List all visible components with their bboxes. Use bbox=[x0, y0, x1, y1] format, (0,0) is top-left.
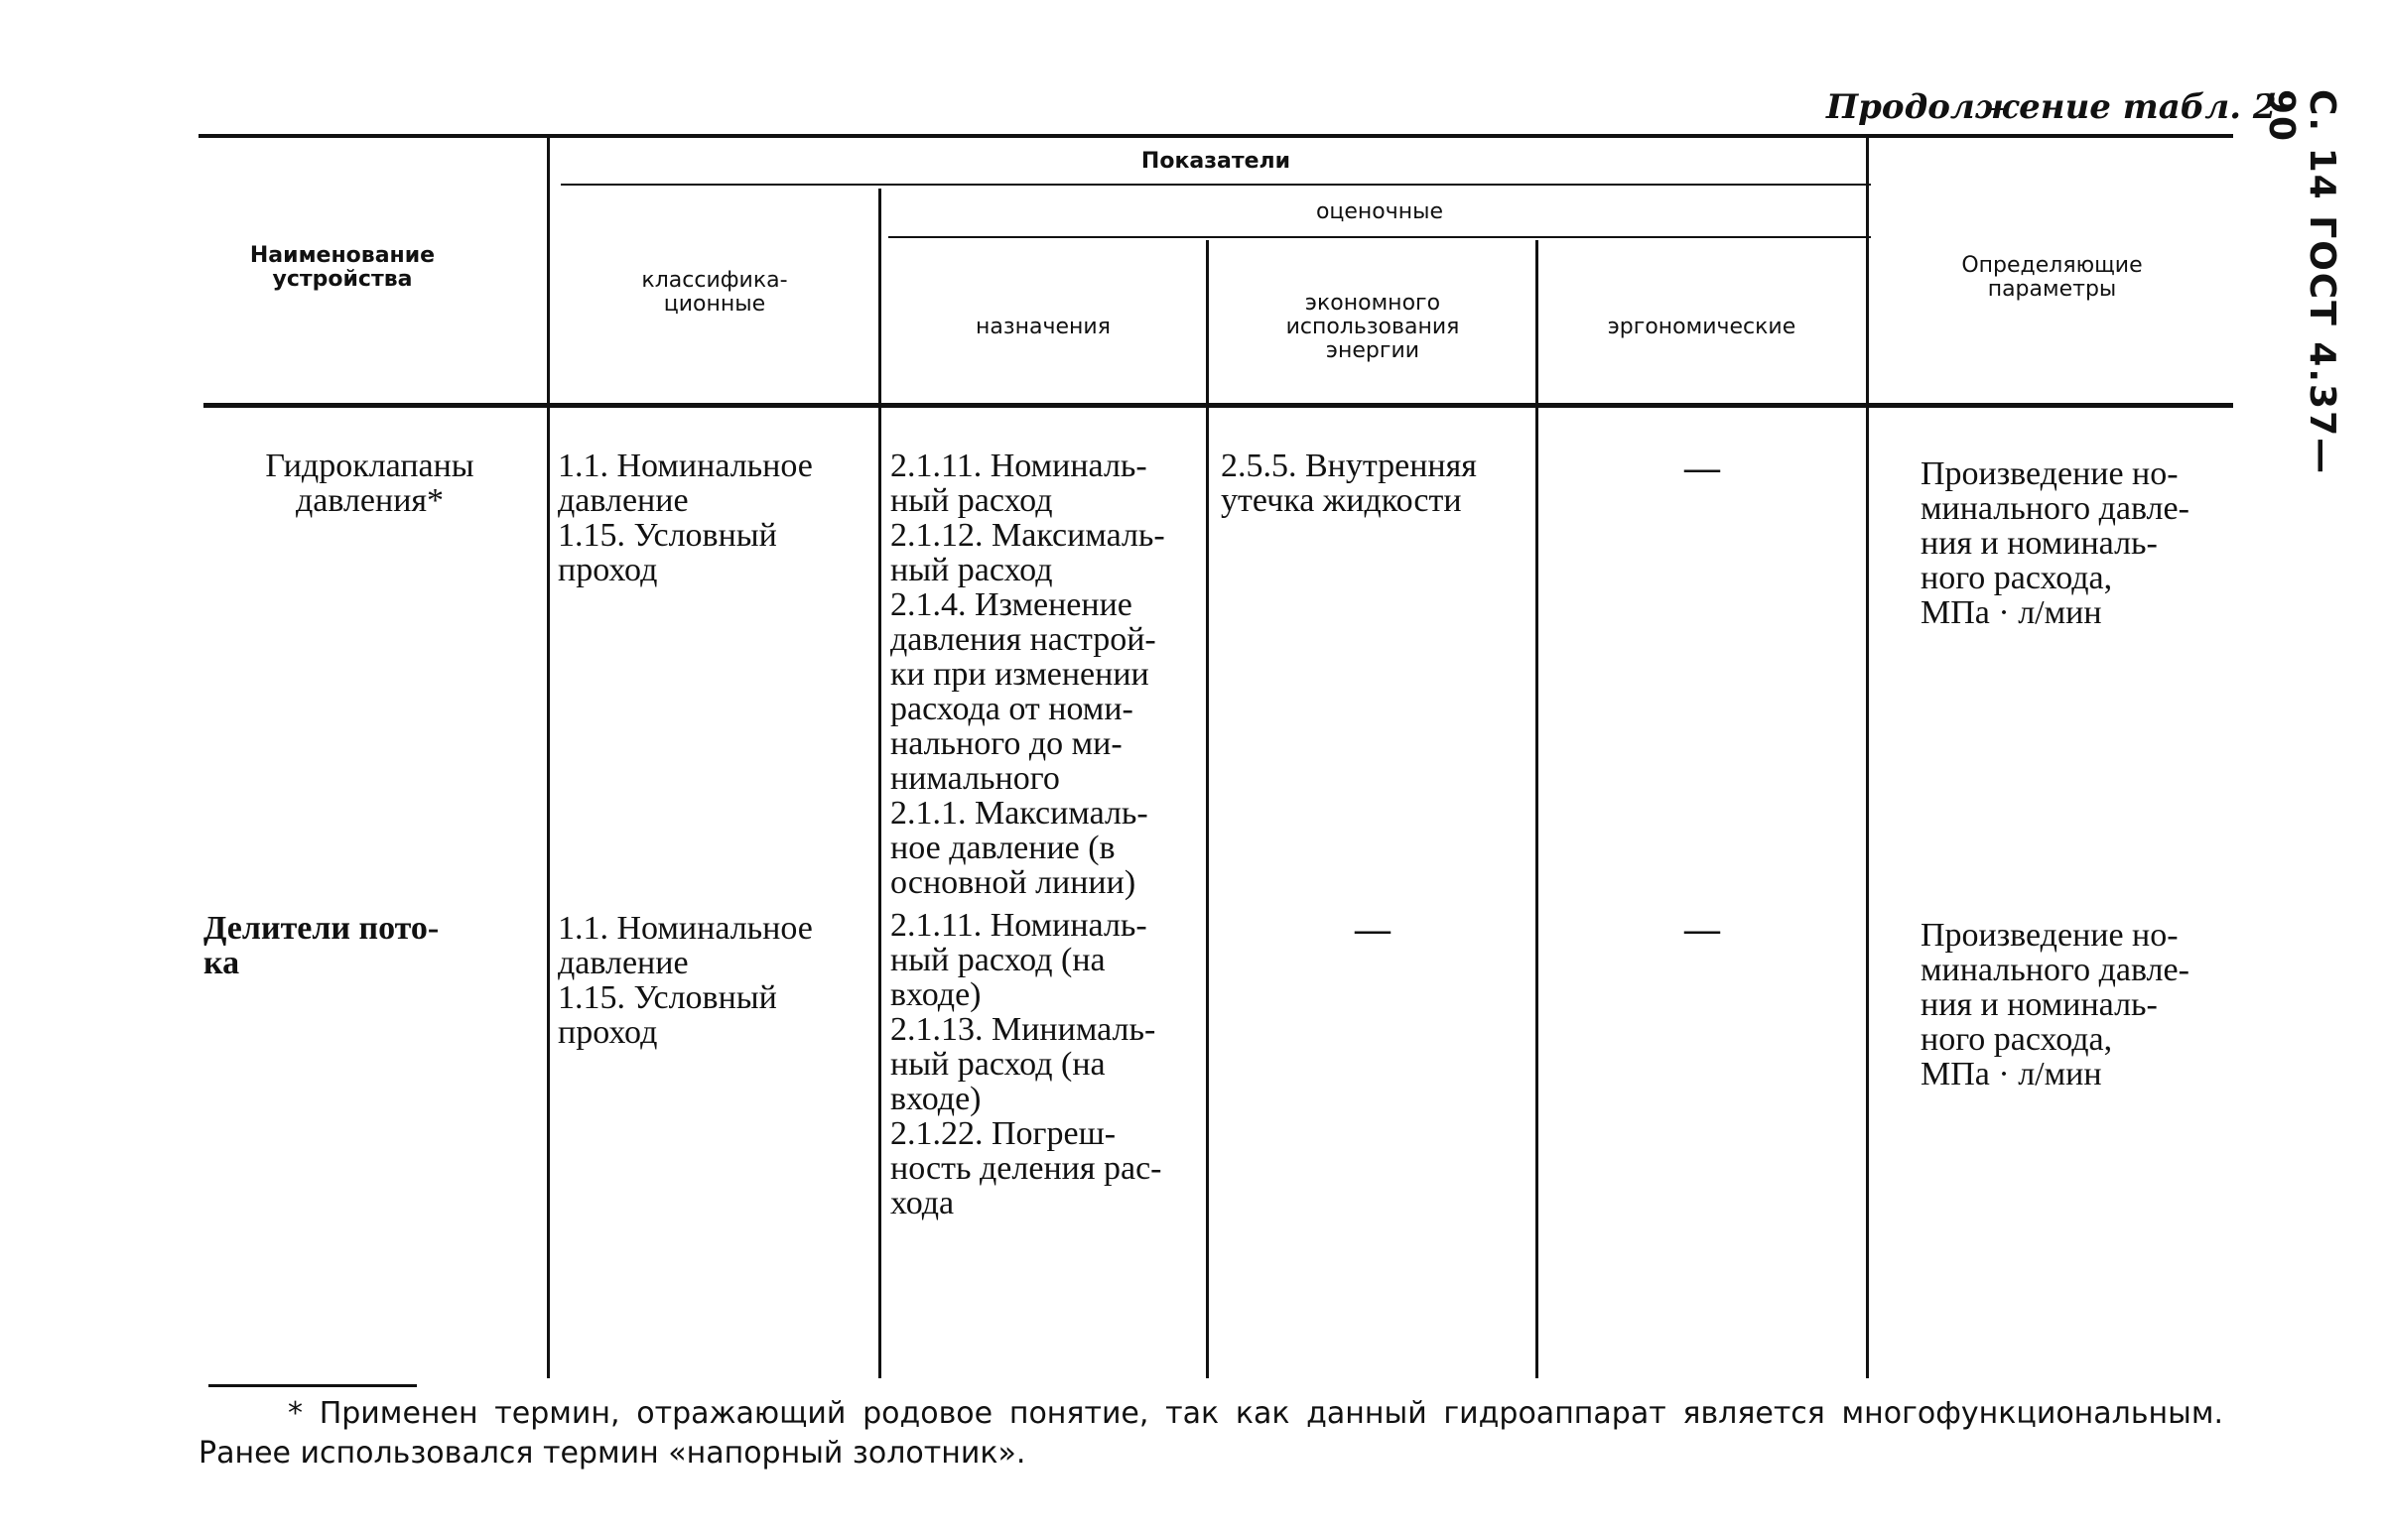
col-divider-3 bbox=[1206, 240, 1209, 1378]
header-rule-indicators bbox=[561, 184, 1871, 186]
header-purpose: назначения bbox=[976, 315, 1111, 339]
header-device-name: Наименование устройства bbox=[249, 243, 436, 292]
header-evaluative: оценочные bbox=[1315, 199, 1444, 224]
header-defining: Определяющие параметры bbox=[1961, 253, 2143, 302]
header-indicators: Показатели bbox=[1140, 148, 1291, 174]
row-1-classification: 1.1. Номинальное давление 1.15. Условный проход bbox=[558, 448, 813, 588]
footnote-rule bbox=[208, 1384, 417, 1387]
header-bottom-rule bbox=[203, 403, 2233, 408]
col-divider-1 bbox=[547, 138, 550, 1378]
row-1-name: Гидроклапаны давления* bbox=[265, 448, 474, 519]
row-2-purpose: 2.1.11. Номиналь- ный расход (на входе) 2.1.13. Минималь- ный расход (на входе) 2.1.22. Погреш- ность деления рас- хода bbox=[890, 907, 1162, 1221]
row-2-energy: — bbox=[1355, 909, 1391, 949]
row-1-ergonomic: — bbox=[1684, 448, 1720, 487]
row-2-name: Делители пото- ка bbox=[203, 910, 440, 981]
col-divider-2 bbox=[878, 189, 881, 1378]
table-top-rule bbox=[199, 134, 2233, 138]
row-2-ergonomic: — bbox=[1684, 909, 1720, 949]
page-code: С. 14 ГОСТ 4.37—90 bbox=[2261, 89, 2342, 476]
table-continuation-label: Продолжение табл. 2 bbox=[1826, 87, 2277, 127]
header-energy: экономного использования энергии bbox=[1285, 291, 1460, 363]
row-2-classification: 1.1. Номинальное давление 1.15. Условный проход bbox=[558, 910, 813, 1051]
col-divider-5 bbox=[1866, 138, 1869, 1378]
row-1-energy: 2.5.5. Внутренняя утечка жидкости bbox=[1221, 448, 1477, 519]
footnote: * Применен термин, отражающий родовое понятие, так как данный гидроаппарат является многофункциональным. Ранее использовался термин «напорный золотник». bbox=[199, 1396, 2223, 1471]
header-classification: классифика- ционные bbox=[641, 268, 788, 317]
header-ergonomic: эргономические bbox=[1607, 315, 1796, 339]
row-1-defining: Произведение но- минального давле- ния и номиналь- ного расхода, МПа · л/мин bbox=[1921, 455, 2189, 631]
col-divider-4 bbox=[1535, 240, 1538, 1378]
header-rule-evaluative bbox=[888, 236, 1871, 238]
row-2-defining: Произведение но- минального давле- ния и номиналь- ного расхода, МПа · л/мин bbox=[1921, 917, 2189, 1092]
row-1-purpose: 2.1.11. Номиналь- ный расход 2.1.12. Максималь- ный расход 2.1.4. Изменение давления настрой- ки при изменении расхода от номи- нального до ми- нимального 2.1.1. Максималь- ное давление (в основной линии) bbox=[890, 448, 1165, 901]
